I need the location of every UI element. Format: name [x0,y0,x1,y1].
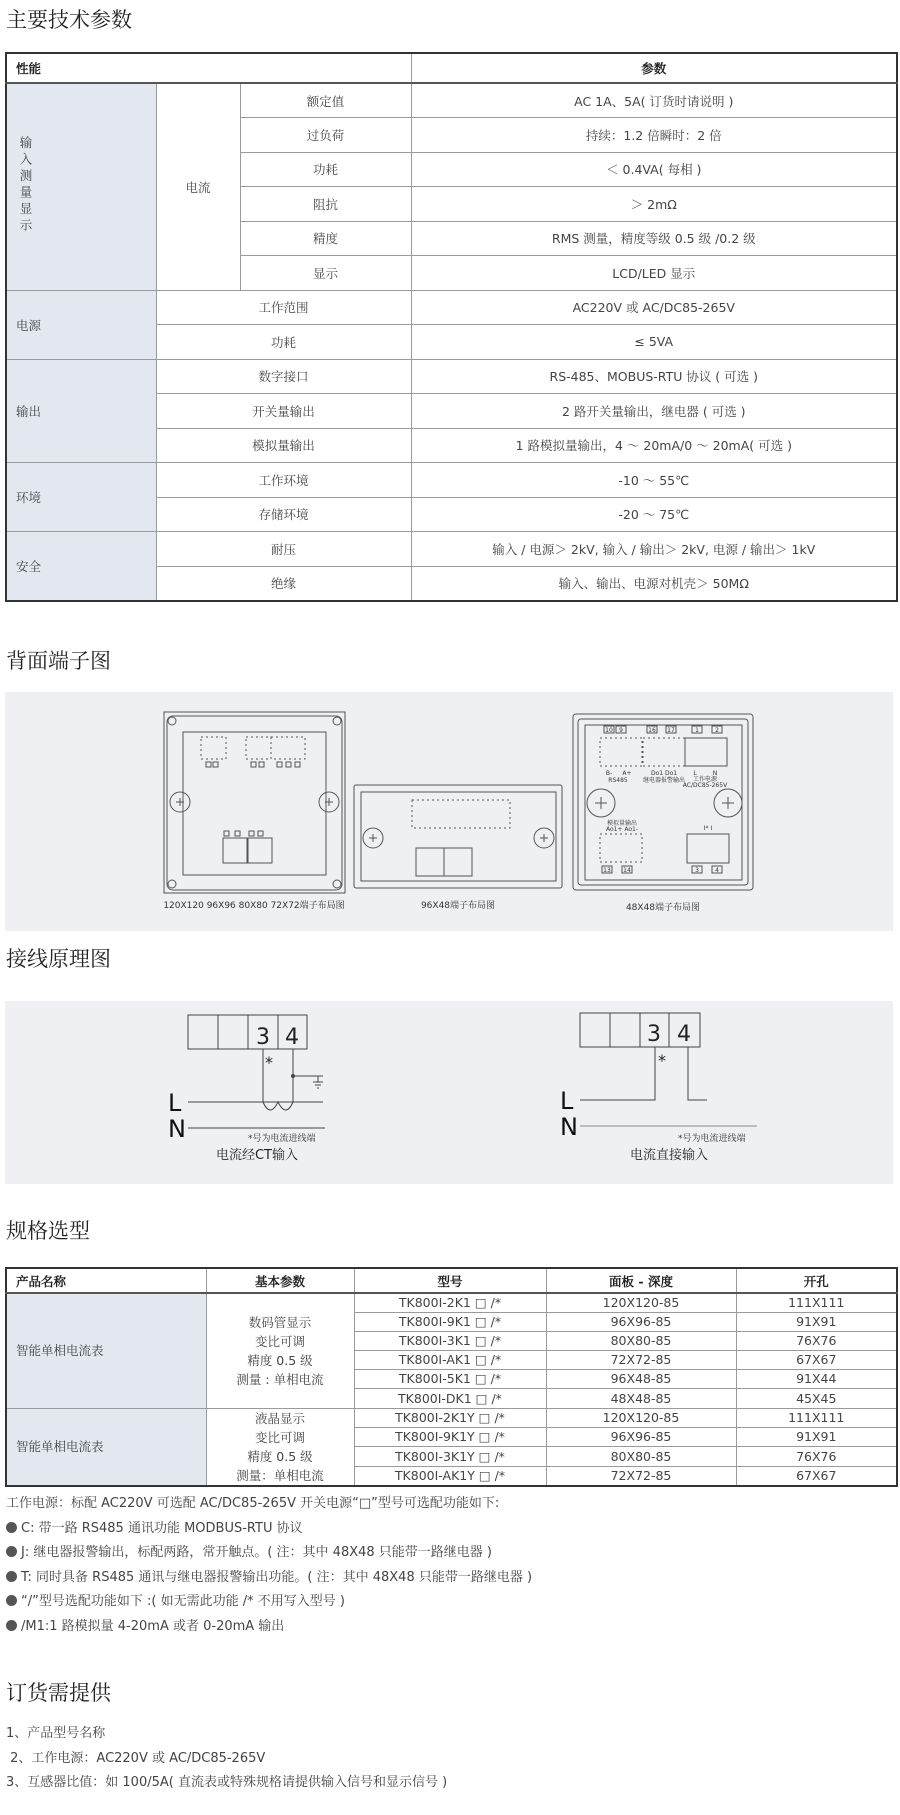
spec-name: 存储环境 [156,497,411,532]
model: TK800I-3K1Y □ /* [354,1447,546,1466]
caption-120: 120X120 96X96 80X80 72X72端子布局图 [163,901,345,911]
terminal-10: 10 [605,727,613,734]
junction-dot [291,1074,295,1078]
panel-depth: 96X96-85 [546,1428,736,1447]
spec-name: 精度 [240,221,411,256]
order-item: 3、互感器比值：如 100/5A( 直流表或特殊规格请提供输入信号和显示信号 ) [6,1775,448,1790]
model: TK800I-2K1Y □ /* [354,1408,546,1427]
header-model: 型号 [354,1268,546,1293]
option-notes [6,1492,532,1639]
terminal-17: 17 [667,727,675,734]
terminal-diagrams [0,692,900,931]
cutout: 76X76 [736,1447,897,1466]
direct-note: *号为电流进线端 [678,1134,746,1144]
panel-depth: 96X96-85 [546,1312,736,1331]
spec-row [6,359,897,394]
header-panel-depth: 面板 - 深度 [546,1268,736,1293]
note-text: “/”型号选配功能如下 :( 如无需此功能 /* 不用写入型号 ) [21,1594,345,1609]
spec-value: 输入、输出、电源对机壳＞ 50MΩ [411,566,897,601]
spec-row [6,290,897,325]
selection-header-row [6,1268,897,1293]
model: TK800I-2K1 □ /* [354,1293,546,1312]
terminal-diagram-96x48 [354,785,562,888]
terminal-3: 3 [695,867,699,874]
header-parameter: 参数 [411,53,897,83]
model: TK800I-DK1 □ /* [354,1389,546,1408]
terminal-14: 14 [623,867,631,874]
terminal-2: 2 [715,727,719,734]
bullet-icon [6,1546,17,1557]
panel-depth: 48X48-85 [546,1389,736,1408]
header-basic-params: 基本参数 [206,1268,354,1293]
bullet-icon [6,1620,17,1631]
spec-name: 开关量输出 [156,394,411,429]
ct-terminal-3: 3 [256,1025,270,1050]
ct-L: L [168,1089,182,1117]
spec-name: 数字接口 [156,359,411,394]
spec-value: ＞ 2mΩ [411,187,897,222]
panel-depth: 72X72-85 [546,1466,736,1485]
cutout: 111X111 [736,1408,897,1427]
spec-group-label [6,290,156,359]
spec-value: 2 路开关量输出，继电器 ( 可选 ) [411,394,897,429]
note-line [6,1492,532,1517]
caption-48x48: 48X48端子布局图 [625,903,701,913]
product-name: 智能单相电流表 [6,1408,206,1486]
spec-name: 工作环境 [156,463,411,498]
basic-params [206,1408,354,1486]
selection-table [5,1267,898,1487]
cutout: 111X111 [736,1293,897,1312]
spec-value: 1 路模拟量输出，4 ～ 20mA/0 ～ 20mA( 可选 ) [411,428,897,463]
spec-value: RS-485、MOBUS-RTU 协议 ( 可选 ) [411,359,897,394]
spec-row [6,463,897,498]
ct-note: *号为电流进线端 [248,1134,316,1144]
section-title-specs: 主要技术参数 [6,8,132,32]
label-i: I* I [703,825,713,832]
spec-value: -10 ～ 55℃ [411,463,897,498]
label-analog: 模拟量输出 [606,820,638,827]
spec-value: 持续：1.2 倍瞬时：2 倍 [411,118,897,153]
wiring-direct [580,1013,757,1126]
label-do: Do1 Do1 [650,770,678,777]
terminal-4: 4 [715,867,719,874]
cutout: 45X45 [736,1389,897,1408]
spec-name: 功耗 [156,325,411,360]
cutout: 91X91 [736,1312,897,1331]
direct-L: L [560,1087,574,1115]
spec-group-text: 环境 [16,490,42,505]
direct-caption: 电流直接输入 [629,1148,709,1163]
direct-N: N [560,1113,578,1141]
cutout: 76X76 [736,1331,897,1350]
note-text: J: 继电器报警输出，标配两路，常开触点。( 注：其中 48X48 只能带一路继电器 ) [21,1545,493,1560]
caption-96x48: 96X48端子布局图 [420,901,496,911]
spec-value: AC220V 或 AC/DC85-265V [411,290,897,325]
spec-header-row [6,53,897,83]
order-item: 1、产品型号名称 [6,1726,106,1741]
spec-group-label [6,463,156,532]
selection-row [6,1408,897,1427]
order-item: 2、工作电源：AC220V 或 AC/DC85-265V [6,1750,266,1766]
spec-name: 工作范围 [156,290,411,325]
terminal-13: 13 [603,867,611,874]
spec-value: AC 1A、5A( 订货时请说明 ) [411,83,897,118]
panel-depth: 80X80-85 [546,1331,736,1350]
spec-value: RMS 测量，精度等级 0.5 级 /0.2 级 [411,221,897,256]
spec-value: -20 ～ 75℃ [411,497,897,532]
direct-terminal-4: 4 [677,1022,691,1047]
note-text: 工作电源：标配 AC220V 可选配 AC/DC85-265V 开关电源“□”型号可选配功能如下: [6,1496,500,1511]
note-line [6,1541,532,1566]
panel-depth: 80X80-85 [546,1447,736,1466]
label-a: A+ [622,770,632,777]
basic-param-line: 精度 0.5 级 [247,1352,313,1368]
header-performance: 性能 [6,53,411,83]
spec-row [6,532,897,567]
basic-param-line: 测量 : 单相电流 [236,1371,324,1387]
spec-value: 输入 / 电源＞ 2kV, 输入 / 输出＞ 2kV, 电源 / 输出＞ 1kV [411,532,897,567]
note-text: T: 同时具备 RS485 通讯与继电器报警输出功能。( 注：其中 48X48 只能带一路继电器 ) [21,1569,533,1585]
label-l: L [693,770,697,777]
order-requirements [6,1722,447,1796]
cutout: 91X91 [736,1428,897,1447]
model: TK800I-9K1 □ /* [354,1312,546,1331]
label-relay: 继电器报警输出 [642,777,686,784]
terminal-9: 9 [619,727,623,734]
ct-terminal-4: 4 [285,1025,299,1050]
spec-name: 阻抗 [240,187,411,222]
panel-depth: 120X120-85 [546,1293,736,1312]
spec-value: LCD/LED 显示 [411,256,897,291]
basic-params [206,1293,354,1408]
ct-caption: 电流经CT输入 [215,1148,299,1163]
model: TK800I-AK1 □ /* [354,1351,546,1370]
label-b: B- [605,770,613,777]
spec-group-text: 输入测量显示 [18,135,33,235]
section-title-wiring: 接线原理图 [6,947,111,971]
basic-param-line: 液晶显示 [254,1410,305,1426]
note-line [6,1615,532,1640]
wiring-diagrams [0,1001,900,1184]
panel-depth: 120X120-85 [546,1408,736,1427]
spec-row [6,83,897,118]
label-power: 工作电源 [692,776,718,783]
label-ao: Ao1+ Ao1- [605,826,639,833]
spec-name: 额定值 [240,83,411,118]
basic-param-line: 变比可调 [254,1429,305,1445]
label-n: N [712,770,718,777]
spec-name: 模拟量输出 [156,428,411,463]
note-text: /M1:1 路模拟量 4-20mA 或者 0-20mA 输出 [21,1618,285,1634]
spec-name: 耐压 [156,532,411,567]
bullet-icon [6,1571,17,1582]
label-rs485: RS485 [608,777,628,784]
spec-value: ≤ 5VA [411,325,897,360]
spec-name: 绝缘 [156,566,411,601]
header-cutout: 开孔 [736,1268,897,1293]
basic-param-line: 精度 0.5 级 [247,1448,313,1464]
label-range: AC/DC85-265V [682,782,728,789]
cutout: 91X44 [736,1370,897,1389]
section-title-order: 订货需提供 [6,1681,111,1705]
spec-group-text: 输出 [16,403,42,419]
spec-group-label [6,83,156,290]
direct-terminal-3: 3 [647,1022,661,1047]
spec-name: 功耗 [240,152,411,187]
bullet-icon [6,1595,17,1606]
spec-table [5,52,898,602]
selection-row [6,1293,897,1312]
spec-name: 显示 [240,256,411,291]
cutout: 67X67 [736,1351,897,1370]
section-title-selection: 规格选型 [6,1219,90,1243]
model: TK800I-AK1Y □ /* [354,1466,546,1485]
terminal-16: 16 [648,727,656,734]
basic-param-line: 变比可调 [254,1333,305,1349]
spec-group-text: 电源 [16,317,42,333]
basic-param-line: 数码管显示 [248,1314,312,1330]
model: TK800I-5K1 □ /* [354,1370,546,1389]
ct-star: * [265,1053,273,1072]
cutout: 67X67 [736,1466,897,1485]
note-line [6,1517,532,1542]
terminal-diagram-120 [164,712,345,893]
terminal-1: 1 [695,727,699,734]
header-product-name: 产品名称 [6,1268,206,1293]
terminal-diagram-48x48 [573,714,753,890]
spec-subgroup-label: 电流 [156,83,240,290]
spec-value: ＜ 0.4VA( 每相 ) [411,152,897,187]
direct-star: * [658,1051,666,1070]
basic-param-line: 测量：单相电流 [236,1467,324,1483]
spec-name: 过负荷 [240,118,411,153]
section-title-terminals: 背面端子图 [6,649,111,673]
model: TK800I-3K1 □ /* [354,1331,546,1350]
panel-depth: 96X48-85 [546,1370,736,1389]
product-name: 智能单相电流表 [6,1293,206,1408]
note-line [6,1566,532,1591]
spec-group-text: 安全 [16,558,42,574]
spec-group-label [6,532,156,601]
panel-depth: 72X72-85 [546,1351,736,1370]
bullet-icon [6,1522,17,1533]
spec-group-label [6,359,156,463]
ct-N: N [168,1115,186,1143]
note-line [6,1590,532,1615]
model: TK800I-9K1Y □ /* [354,1428,546,1447]
note-text: C: 带一路 RS485 通讯功能 MODBUS-RTU 协议 [21,1520,303,1536]
